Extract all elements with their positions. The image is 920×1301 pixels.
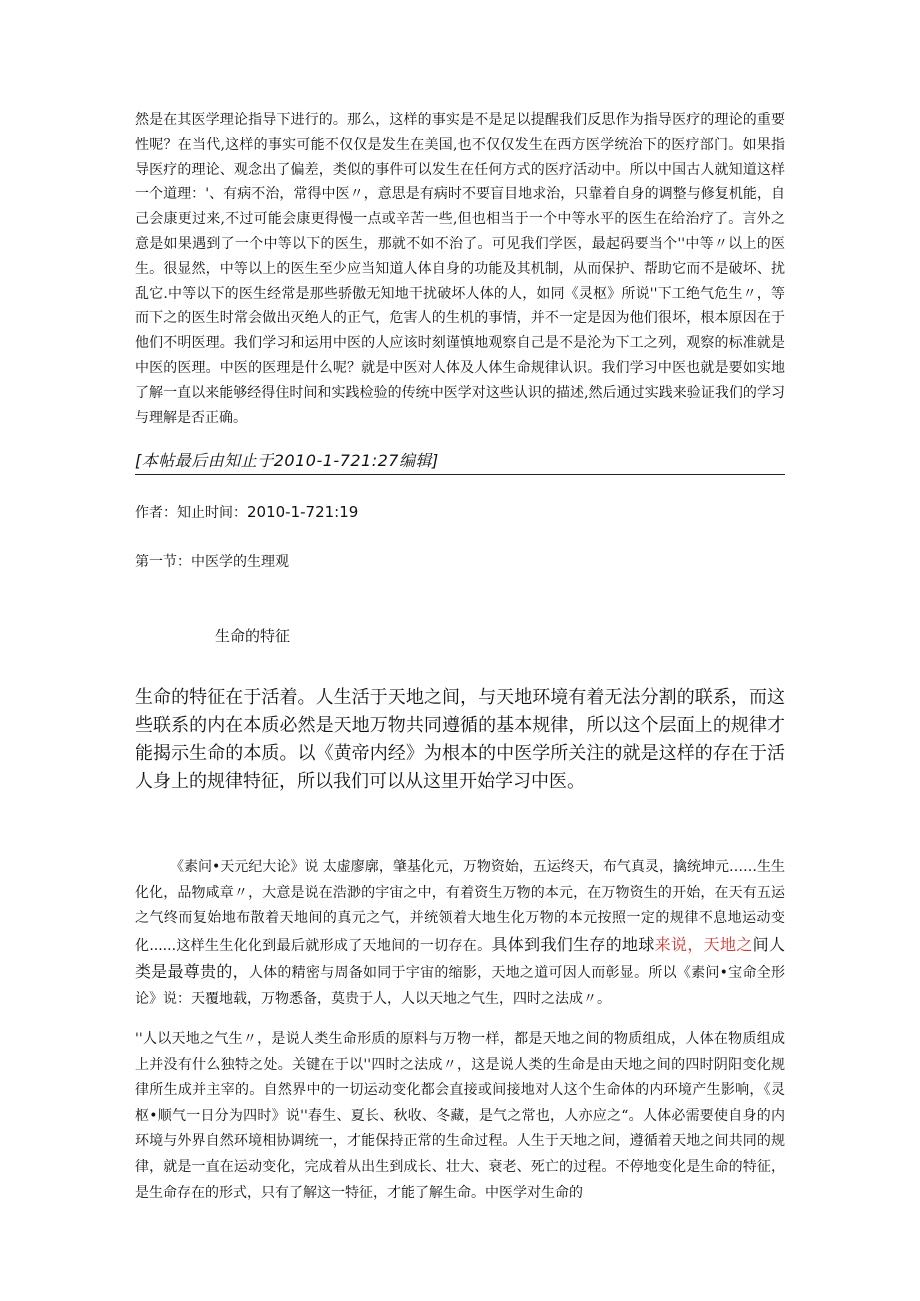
author-meta-line: [135, 500, 358, 525]
author-label: 作者：知止时间：: [135, 505, 247, 521]
quote-part-2: 具体到我们生存的地球: [491, 934, 655, 954]
paragraph-intro: 然是在其医学理论指导下进行的。那么，这样的事实是不是足以提醒我们反思作为指导医疗的理论的重要性呢？在当代,这样的事实可能不仅仅是发生在美国,也不仅仅发生在西方医学统治下的医疗部门。如果指导医疗的理论、观念出了偏差，类似的事件可以发生在任何方式的医疗活动中。所以中国古人就知道这样一个道理：'、有病不治，常得中医〃，意思是有病时不要盲目地求治，只靠着自身的调整与修复机能，自己会康更过来,不过可能会康更得慢一点或辛苦一些,但也相当于一个中等水平的医生在给治疗了。言外之意是如果遇到了一个中等以下的医生，那就不如不治了。可见我们学医，最起码要当个''中等〃以上的医生。很显然，中等以上的医生至少应当知道人体自身的功能及其机制，从而保护、帮助它而不是破坏、扰乱它.中等以下的医生经常是那些骄傲无知地干扰破坏人体的人，如同《灵枢》所说''下工绝气危生〃，等而下之的医生时常会做出灭绝人的正气，危害人的生机的事情，并不一定是因为他们很坏，根本原因在于他们不明医理。我们学习和运用中医的人应该时刻谨慎地观察自己是不是沦为下工之列，观察的标准就是中医的医理。中医的医理是什么呢？就是中医对人体及人体生命规律认识。我们学习中医也就是要如实地了解一直以来能够经得住时间和实践检验的传统中医学对这些认识的描述,然后通过实践来验证我们的学习与理解是否正确。: [135, 112, 785, 426]
section-title: 第一节：中医学的生理观: [135, 554, 289, 570]
quote-part-red: 来说，天地之: [654, 934, 753, 954]
paragraph-quote: [135, 855, 785, 1013]
quote-part-4: 间人类是最尊贵的，: [135, 934, 785, 982]
quote-part-1: 《素问•天元纪大论》说 太虚廖廓，肇基化元，万物资始，五运终天，布气真灵，擒统坤元……生生化化，品物咸章〃，大意是说在浩渺的宇宙之中，有着资生万物的本元，在万物资生的开始，在天有五运之气终而复始地布散着天地间的真元之气，并统领着大地生化万物的本元按照一定的规律不息地运动变化......这样生生化化到最后就形成了天地间的一切存在。: [135, 859, 785, 954]
edit-note: [本帖最后由知止于2010-1-721:27编辑]: [135, 448, 785, 475]
post-timestamp: 2010-1-721:19: [247, 503, 359, 521]
quote-part-5: 人体的精密与周备如同于宇宙的缩影，天地之道可因人而彰显。所以《素问•宝命全形论》说：天覆地载，万物悉备，莫贵于人，人以天地之气生，四时之法成〃。: [135, 965, 785, 1007]
paragraph-large: 生命的特征在于活着。人生活于天地之间，与天地环境有着无法分割的联系，而这些联系的内在本质必然是天地万物共同遵循的基本规律，所以这个层面上的规律才能揭示生命的本质。以《黄帝内经》为根本的中医学所关注的就是这样的存在于活人身上的规律特征，所以我们可以从这里开始学习中医。: [135, 687, 785, 792]
paragraph-end: ''人以天地之气生〃，是说人类生命形质的原料与万物一样，都是天地之间的物质组成，人体在物质组成上并没有什么独特之处。关键在于以''四时之法成〃，这是说人类的生命是由天地之间的四时阴阳变化规律所生成并主宰的。自然界中的一切运动变化都会直接或间接地对人这个生命体的内环境产生影响，《灵枢•顺气一日分为四时》说''春生、夏长、秋收、冬藏，是气之常也，人亦应之“。人体必需要使自身的内环境与外界自然环境相协调统一，才能保持正常的生命过程。人生于天地之间，遵循着天地之间共同的规律，就是一直在运动变化，完成着从出生到成长、壮大、衰老、死亡的过程。不停地变化是生命的特征，是生命存在的形式，只有了解这一特征，才能了解生命。中医学对生命的: [135, 1031, 785, 1201]
subtitle: 生命的特征: [215, 627, 291, 645]
